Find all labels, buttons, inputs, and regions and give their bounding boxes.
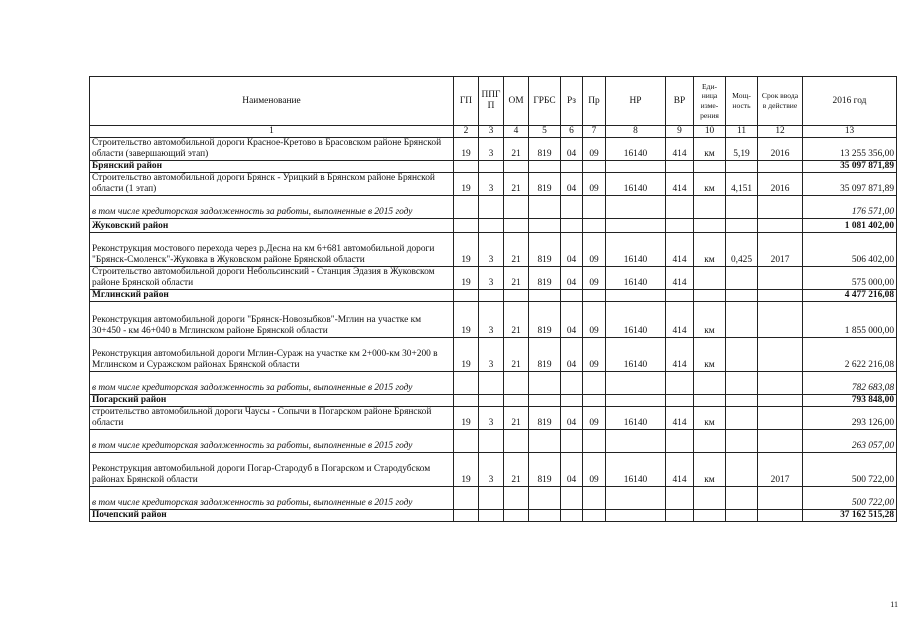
cell-om: 21: [504, 453, 529, 487]
empty-cell: [529, 430, 561, 453]
cell-term: 2017: [758, 453, 803, 487]
cell-ppgp: 3: [479, 302, 504, 338]
cell-grbs: 819: [529, 302, 561, 338]
empty-cell: [758, 487, 803, 510]
district-row: [90, 395, 897, 407]
cell-gp: 19: [454, 173, 479, 196]
empty-cell: [504, 430, 529, 453]
empty-cell: [694, 290, 726, 302]
empty-cell: [726, 395, 758, 407]
empty-cell: [504, 219, 529, 233]
empty-cell: [504, 510, 529, 522]
cell-pr: 09: [583, 453, 606, 487]
header-gp: ГП: [454, 77, 479, 126]
cell-vr: 414: [666, 173, 694, 196]
row-amount: 1 081 402,00: [803, 219, 897, 233]
cell-power: 4,151: [726, 173, 758, 196]
item-row: [90, 302, 897, 338]
cell-gp: 19: [454, 453, 479, 487]
empty-cell: [606, 510, 666, 522]
item-row: [90, 233, 897, 267]
row-amount: 506 402,00: [803, 233, 897, 267]
cell-nr: 16140: [606, 138, 666, 161]
cell-term: 2016: [758, 138, 803, 161]
cell-unit: км: [694, 173, 726, 196]
empty-cell: [666, 372, 694, 395]
cell-power: [726, 302, 758, 338]
empty-cell: [479, 219, 504, 233]
empty-cell: [479, 487, 504, 510]
cell-unit: км: [694, 138, 726, 161]
cell-om: 21: [504, 302, 529, 338]
column-number: 9: [666, 126, 694, 138]
row-amount: 4 477 216,08: [803, 290, 897, 302]
row-amount: 263 057,00: [803, 430, 897, 453]
empty-cell: [666, 430, 694, 453]
empty-cell: [666, 510, 694, 522]
empty-cell: [583, 196, 606, 219]
row-amount: 35 097 871,89: [803, 173, 897, 196]
cell-ppgp: 3: [479, 338, 504, 372]
item-row: [90, 453, 897, 487]
empty-cell: [606, 290, 666, 302]
empty-cell: [583, 161, 606, 173]
empty-cell: [529, 219, 561, 233]
empty-cell: [694, 372, 726, 395]
cell-vr: 414: [666, 407, 694, 430]
empty-cell: [454, 219, 479, 233]
empty-cell: [454, 510, 479, 522]
empty-cell: [479, 372, 504, 395]
empty-cell: [606, 372, 666, 395]
empty-cell: [454, 395, 479, 407]
empty-cell: [726, 487, 758, 510]
empty-cell: [561, 487, 583, 510]
empty-cell: [504, 395, 529, 407]
header-nr: НР: [606, 77, 666, 126]
empty-cell: [666, 161, 694, 173]
column-number: 3: [479, 126, 504, 138]
empty-cell: [583, 219, 606, 233]
cell-ppgp: 3: [479, 138, 504, 161]
row-amount: 13 255 356,00: [803, 138, 897, 161]
header-term: Срок ввода в действие: [758, 77, 803, 126]
column-number: 13: [803, 126, 897, 138]
cell-term: [758, 407, 803, 430]
item-row: [90, 338, 897, 372]
column-number: 11: [726, 126, 758, 138]
cell-term: [758, 338, 803, 372]
cell-grbs: 819: [529, 338, 561, 372]
empty-cell: [479, 290, 504, 302]
row-name: в том числе кредиторская задолженность за работы, выполненные в 2015 году: [90, 372, 454, 395]
row-name: в том числе кредиторская задолженность за работы, выполненные в 2015 году: [90, 196, 454, 219]
empty-cell: [758, 510, 803, 522]
cell-nr: 16140: [606, 173, 666, 196]
empty-cell: [454, 290, 479, 302]
district-row: [90, 510, 897, 522]
table-body: [90, 138, 897, 522]
row-amount: 176 571,00: [803, 196, 897, 219]
cell-vr: 414: [666, 302, 694, 338]
cell-ppgp: 3: [479, 233, 504, 267]
cell-nr: 16140: [606, 233, 666, 267]
header-om: ОМ: [504, 77, 529, 126]
cell-term: [758, 302, 803, 338]
empty-cell: [606, 161, 666, 173]
empty-cell: [694, 487, 726, 510]
item-row: [90, 407, 897, 430]
row-name: в том числе кредиторская задолженность за работы, выполненные в 2015 году: [90, 430, 454, 453]
empty-cell: [758, 430, 803, 453]
column-number-row: [90, 126, 897, 138]
note-row: [90, 487, 897, 510]
empty-cell: [561, 372, 583, 395]
column-number: 12: [758, 126, 803, 138]
cell-pr: 09: [583, 173, 606, 196]
empty-cell: [583, 510, 606, 522]
cell-vr: 414: [666, 338, 694, 372]
empty-cell: [504, 196, 529, 219]
cell-nr: 16140: [606, 302, 666, 338]
empty-cell: [583, 372, 606, 395]
empty-cell: [758, 161, 803, 173]
cell-rz: 04: [561, 267, 583, 290]
cell-nr: 16140: [606, 407, 666, 430]
row-amount: 575 000,00: [803, 267, 897, 290]
row-amount: 793 848,00: [803, 395, 897, 407]
empty-cell: [666, 487, 694, 510]
cell-unit: км: [694, 407, 726, 430]
cell-ppgp: 3: [479, 267, 504, 290]
header-power: Мощ- ность: [726, 77, 758, 126]
empty-cell: [758, 395, 803, 407]
empty-cell: [666, 196, 694, 219]
empty-cell: [479, 510, 504, 522]
cell-nr: 16140: [606, 453, 666, 487]
cell-unit: км: [694, 302, 726, 338]
cell-pr: 09: [583, 267, 606, 290]
empty-cell: [529, 510, 561, 522]
cell-nr: 16140: [606, 267, 666, 290]
empty-cell: [694, 430, 726, 453]
cell-power: [726, 338, 758, 372]
cell-nr: 16140: [606, 338, 666, 372]
empty-cell: [504, 161, 529, 173]
item-row: [90, 267, 897, 290]
row-name: Реконструкция мостового перехода через р.Десна на км 6+681 автомобильной дороги "Брянск-Смоленск"-Жуковка в Жуковском районе Брянской области: [90, 233, 454, 267]
row-name: Строительство автомобильной дороги Небольсинский - Станция Эдазия в Жуковском районе Брянской области: [90, 267, 454, 290]
row-name: Погарский район: [90, 395, 454, 407]
empty-cell: [726, 510, 758, 522]
column-number: 7: [583, 126, 606, 138]
cell-rz: 04: [561, 233, 583, 267]
cell-rz: 04: [561, 338, 583, 372]
cell-grbs: 819: [529, 267, 561, 290]
row-name: Реконструкция автомобильной дороги "Брянск-Новозыбков"-Мглин на участке км 30+450 - км 46+040 в Мглинском районе Брянской области: [90, 302, 454, 338]
cell-ppgp: 3: [479, 453, 504, 487]
row-amount: 782 683,08: [803, 372, 897, 395]
empty-cell: [694, 196, 726, 219]
cell-om: 21: [504, 233, 529, 267]
header-grbs: ГРБС: [529, 77, 561, 126]
cell-grbs: 819: [529, 233, 561, 267]
column-number: 2: [454, 126, 479, 138]
cell-ppgp: 3: [479, 407, 504, 430]
header-unit: Еди- ница изме- рения: [694, 77, 726, 126]
empty-cell: [504, 290, 529, 302]
empty-cell: [758, 290, 803, 302]
table-header-row: [90, 77, 897, 126]
empty-cell: [583, 430, 606, 453]
row-amount: 2 622 216,08: [803, 338, 897, 372]
empty-cell: [583, 290, 606, 302]
empty-cell: [561, 395, 583, 407]
cell-vr: 414: [666, 453, 694, 487]
cell-power: [726, 267, 758, 290]
cell-term: 2017: [758, 233, 803, 267]
row-name: в том числе кредиторская задолженность за работы, выполненные в 2015 году: [90, 487, 454, 510]
cell-term: [758, 267, 803, 290]
row-amount: 1 855 000,00: [803, 302, 897, 338]
column-number: 8: [606, 126, 666, 138]
empty-cell: [758, 372, 803, 395]
empty-cell: [694, 510, 726, 522]
cell-grbs: 819: [529, 407, 561, 430]
cell-pr: 09: [583, 138, 606, 161]
cell-vr: 414: [666, 233, 694, 267]
row-name: Брянский район: [90, 161, 454, 173]
empty-cell: [454, 372, 479, 395]
cell-gp: 19: [454, 338, 479, 372]
note-row: [90, 430, 897, 453]
row-name: Строительство автомобильной дороги Брянск - Урицкий в Брянском районе Брянской области (1 этап): [90, 173, 454, 196]
empty-cell: [561, 510, 583, 522]
empty-cell: [666, 290, 694, 302]
empty-cell: [726, 161, 758, 173]
cell-rz: 04: [561, 173, 583, 196]
row-amount: 500 722,00: [803, 453, 897, 487]
empty-cell: [726, 196, 758, 219]
row-name: Реконструкция автомобильной дороги Погар-Стародуб в Погарском и Стародубском районах Брянской области: [90, 453, 454, 487]
district-row: [90, 161, 897, 173]
empty-cell: [583, 395, 606, 407]
empty-cell: [529, 372, 561, 395]
cell-rz: 04: [561, 138, 583, 161]
empty-cell: [606, 487, 666, 510]
cell-power: [726, 453, 758, 487]
empty-cell: [694, 395, 726, 407]
empty-cell: [606, 430, 666, 453]
empty-cell: [529, 487, 561, 510]
column-number: 4: [504, 126, 529, 138]
cell-power: [726, 407, 758, 430]
row-name: Почепский район: [90, 510, 454, 522]
item-row: [90, 173, 897, 196]
empty-cell: [666, 395, 694, 407]
empty-cell: [606, 395, 666, 407]
cell-ppgp: 3: [479, 173, 504, 196]
empty-cell: [504, 372, 529, 395]
row-amount: 35 097 871,89: [803, 161, 897, 173]
cell-gp: 19: [454, 267, 479, 290]
header-vr: ВР: [666, 77, 694, 126]
column-number: 6: [561, 126, 583, 138]
cell-rz: 04: [561, 302, 583, 338]
empty-cell: [726, 290, 758, 302]
row-name: Реконструкция автомобильной дороги Мглин-Сураж на участке км 2+000-км 30+200 в Мглинском и Суражском районах Брянской области: [90, 338, 454, 372]
empty-cell: [758, 219, 803, 233]
cell-om: 21: [504, 407, 529, 430]
cell-pr: 09: [583, 338, 606, 372]
row-amount: 37 162 515,28: [803, 510, 897, 522]
empty-cell: [758, 196, 803, 219]
cell-power: 5,19: [726, 138, 758, 161]
empty-cell: [454, 487, 479, 510]
header-year: 2016 год: [803, 77, 897, 126]
header-name: Наименование: [90, 77, 454, 126]
cell-unit: км: [694, 233, 726, 267]
cell-unit: км: [694, 453, 726, 487]
empty-cell: [561, 219, 583, 233]
cell-om: 21: [504, 338, 529, 372]
cell-rz: 04: [561, 453, 583, 487]
cell-gp: 19: [454, 407, 479, 430]
cell-grbs: 819: [529, 173, 561, 196]
empty-cell: [479, 395, 504, 407]
cell-unit: км: [694, 338, 726, 372]
empty-cell: [479, 196, 504, 219]
cell-pr: 09: [583, 302, 606, 338]
empty-cell: [694, 219, 726, 233]
column-number: 5: [529, 126, 561, 138]
header-pr: Пр: [583, 77, 606, 126]
empty-cell: [529, 395, 561, 407]
empty-cell: [504, 487, 529, 510]
header-ppgp: ППГ П: [479, 77, 504, 126]
note-row: [90, 372, 897, 395]
empty-cell: [694, 161, 726, 173]
cell-om: 21: [504, 138, 529, 161]
empty-cell: [606, 219, 666, 233]
header-rz: Рз: [561, 77, 583, 126]
row-name: Жуковский район: [90, 219, 454, 233]
row-name: Мглинский район: [90, 290, 454, 302]
cell-om: 21: [504, 267, 529, 290]
empty-cell: [666, 219, 694, 233]
empty-cell: [454, 430, 479, 453]
row-name: Строительство автомобильной дороги Красное-Кретово в Брасовском районе Брянской области (завершающий этап): [90, 138, 454, 161]
cell-grbs: 819: [529, 453, 561, 487]
cell-pr: 09: [583, 407, 606, 430]
column-number: 1: [90, 126, 454, 138]
cell-power: 0,425: [726, 233, 758, 267]
cell-rz: 04: [561, 407, 583, 430]
row-name: строительство автомобильной дороги Чаусы - Сопычи в Погарском районе Брянской области: [90, 407, 454, 430]
empty-cell: [479, 430, 504, 453]
empty-cell: [606, 196, 666, 219]
empty-cell: [454, 196, 479, 219]
empty-cell: [529, 161, 561, 173]
cell-grbs: 819: [529, 138, 561, 161]
district-row: [90, 219, 897, 233]
cell-gp: 19: [454, 138, 479, 161]
empty-cell: [561, 196, 583, 219]
cell-gp: 19: [454, 233, 479, 267]
empty-cell: [726, 219, 758, 233]
empty-cell: [529, 290, 561, 302]
empty-cell: [454, 161, 479, 173]
empty-cell: [726, 372, 758, 395]
empty-cell: [479, 161, 504, 173]
empty-cell: [561, 430, 583, 453]
empty-cell: [726, 430, 758, 453]
cell-om: 21: [504, 173, 529, 196]
empty-cell: [561, 161, 583, 173]
cell-pr: 09: [583, 233, 606, 267]
cell-term: 2016: [758, 173, 803, 196]
empty-cell: [529, 196, 561, 219]
empty-cell: [561, 290, 583, 302]
empty-cell: [583, 487, 606, 510]
cell-unit: [694, 267, 726, 290]
district-row: [90, 290, 897, 302]
budget-table: [89, 76, 897, 522]
column-number: 10: [694, 126, 726, 138]
row-amount: 500 722,00: [803, 487, 897, 510]
cell-vr: 414: [666, 267, 694, 290]
row-amount: 293 126,00: [803, 407, 897, 430]
page-number: 11: [890, 600, 898, 609]
item-row: [90, 138, 897, 161]
cell-vr: 414: [666, 138, 694, 161]
note-row: [90, 196, 897, 219]
cell-gp: 19: [454, 302, 479, 338]
